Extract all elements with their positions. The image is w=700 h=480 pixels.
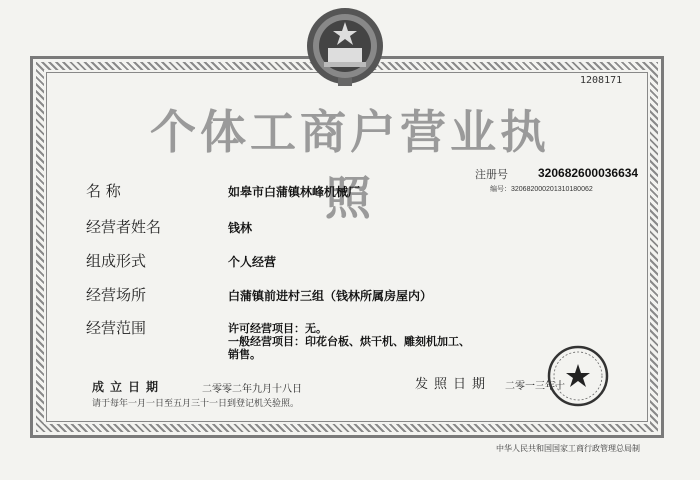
field-label-scope: 经营范围 <box>86 319 147 337</box>
official-seal-icon <box>546 344 610 408</box>
scope-line-1: 许可经营项目：无。 <box>228 322 327 335</box>
established-label: 成立日期 <box>92 380 165 394</box>
issue-label: 发照日期 <box>415 377 492 392</box>
established-date: 二零零二年九月十八日 <box>202 384 302 395</box>
scope-line-3: 销售。 <box>228 348 261 361</box>
field-label-operator: 经营者姓名 <box>86 218 162 236</box>
field-value-premises: 白蒲镇前进村三组（钱林所属房屋内） <box>228 289 433 303</box>
field-value-form: 个人经营 <box>228 255 277 269</box>
field-value-operator: 钱林 <box>228 221 253 235</box>
field-label-premises: 经营场所 <box>86 286 147 304</box>
annual-notice: 请于每年一月一日至五月三十一日到登记机关验照。 <box>92 399 300 409</box>
license-title: 个体工商户营业执照 <box>150 105 550 225</box>
field-label-form: 组成形式 <box>86 252 147 270</box>
field-value-name: 如皋市白蒲镇林峰机械厂 <box>228 185 361 199</box>
serial-number: 1208171 <box>580 75 623 86</box>
sub-number: 编号：320682000201310180062 <box>490 186 593 193</box>
issuer-footer: 中华人民共和国国家工商行政管理总局制 <box>496 444 640 453</box>
registration-label: 注册号 <box>475 168 508 181</box>
scope-line-2: 一般经营项目：印花台板、烘干机、雕刻机加工、 <box>228 335 470 348</box>
national-emblem-icon <box>302 4 388 90</box>
issue-date: 二零一三年十 <box>505 381 565 392</box>
registration-number: 320682600036634 <box>538 166 639 180</box>
field-label-name: 名 称 <box>86 182 121 200</box>
